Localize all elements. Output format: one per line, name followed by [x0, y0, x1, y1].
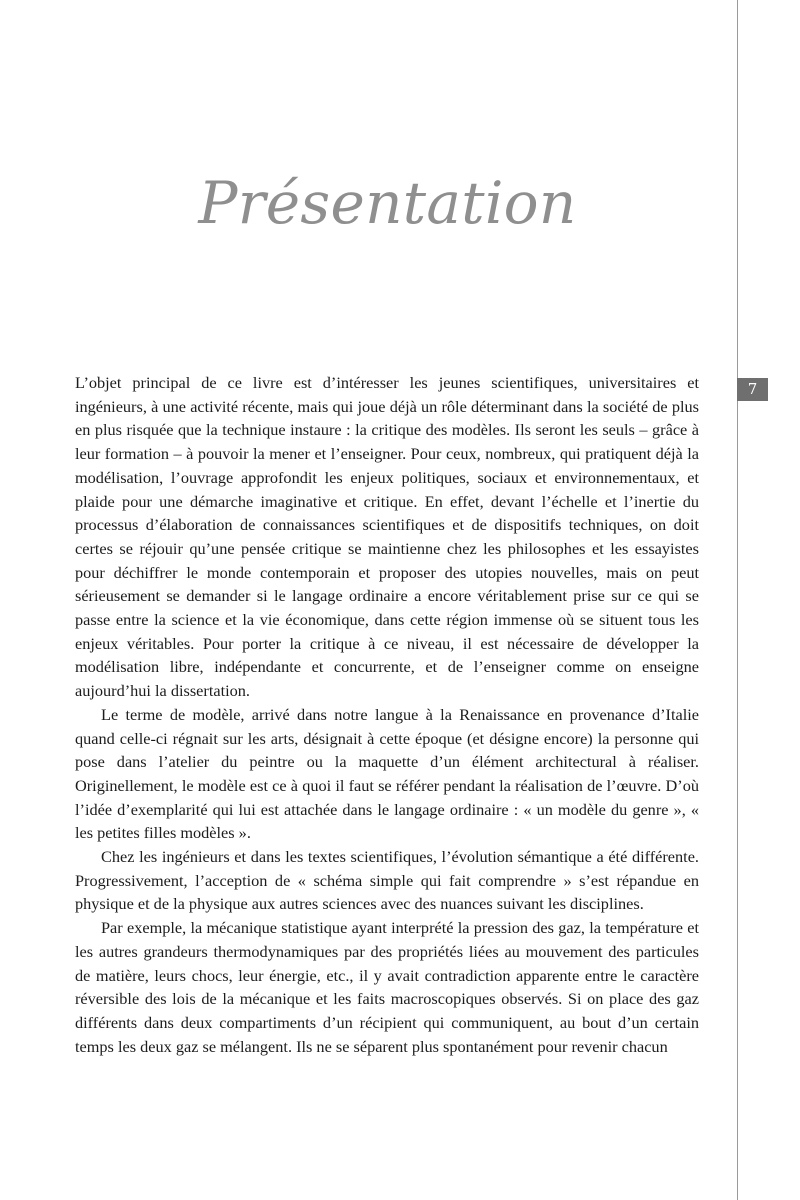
- paragraph-4: Par exemple, la mécanique statistique ayant interprété la pression des gaz, la température et les autres grandeurs thermodynamiques par des propriétés liées au mouvement des particules de matière, leurs chocs, leur énergie, etc., il y avait contradiction apparente entre le caractère réversible des lois de la mécanique et les faits macroscopiques observés. Si on place des gaz différents dans deux compartiments d’un récipient qui communiquent, au bout d’un certain temps les deux gaz se mélangent. Ils ne se séparent plus spontanément pour revenir chacun: [75, 918, 699, 1056]
- paragraph-1: L’objet principal de ce livre est d’intéresser les jeunes scientifiques, universitaires et ingénieurs, à une activité récente, mais qui joue déjà un rôle déterminant dans la société de plus en plus risquée que la technique instaure : la critique des modèles. Ils seront les seuls – grâce à leur formation – à pouvoir la mener et l’enseigner. Pour ceux, nombreux, qui pratiquent déjà la modélisation, l’ouvrage approfondit les enjeux politiques, sociaux et environnementaux, et plaide pour une démarche imaginative et critique. En effet, devant l’échelle et l’inertie du processus d’élaboration de connaissances scientifiques et de dispositifs techniques, on doit certes se réjouir qu’une pensée critique se maintienne chez les philosophes et les essayistes pour déchiffrer le monde contemporain et proposer des utopies nouvelles, mais on peut sérieusement se demander si le langage ordinaire a encore véritablement prise sur ce qui se passe entre la science et la vie économique, dans cette région immense où se situent tous les enjeux véritables. Pour porter la critique à ce niveau, il est nécessaire de développer la modélisation libre, indépendante et concurrente, et de l’enseigner comme on enseigne aujourd’hui la dissertation.: [75, 373, 699, 701]
- body-text: [75, 371, 699, 1058]
- paragraph-3: Chez les ingénieurs et dans les textes scientifiques, l’évolution sémantique a été différente. Progressivement, l’acception de « schéma simple qui fait comprendre » s’est répandue en physique et de la physique aux autres sciences avec des nuances suivant les disciplines.: [75, 847, 699, 914]
- chapter-title: Présentation: [198, 169, 577, 237]
- paragraph-2: Le terme de modèle, arrivé dans notre langue à la Renaissance en provenance d’Italie quand celle-ci régnait sur les arts, désignait à cette époque (et désigne encore) la personne qui pose dans l’atelier du peintre ou la maquette d’un élément architectural à réaliser. Originellement, le modèle est ce à quoi il faut se référer pendant la réalisation de l’œuvre. D’où l’idée d’exemplarité qui lui est attachée dans le langage ordinaire : « un modèle du genre », « les petites filles modèles ».: [75, 704, 699, 843]
- page-number-tab: 7: [737, 378, 768, 401]
